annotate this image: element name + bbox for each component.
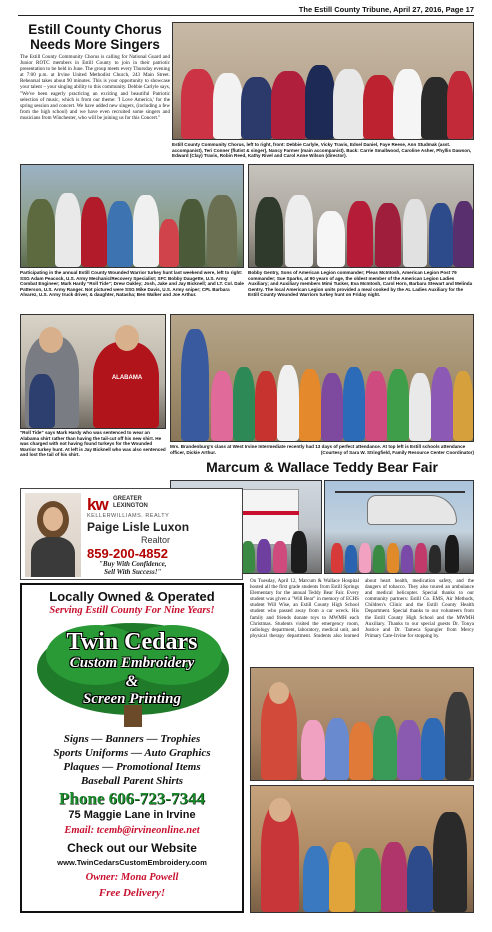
teddy-bear-headline: Marcum & Wallace Teddy Bear Fair bbox=[206, 459, 438, 475]
chorus-headline bbox=[20, 22, 170, 52]
twin-cedars-title: Twin Cedars bbox=[66, 629, 198, 655]
alabama-shirt-text: ALABAMA bbox=[111, 375, 143, 381]
american-legion-photo bbox=[248, 164, 474, 268]
cedars-owner: Owner: Mona Powell bbox=[85, 872, 179, 883]
realtor-tagline-line1: "Buy With Confidence, bbox=[99, 560, 167, 568]
service-line: Signs — Banners — Trophies bbox=[63, 733, 201, 745]
brokerage-name: KELLERWILLIAMS. REALTY bbox=[87, 513, 170, 519]
service-line: Plaques — Promotional Items bbox=[63, 761, 201, 773]
page-header: The Estill County Tribune, April 27, 2016, Page 17 bbox=[18, 4, 474, 16]
city-label: LEXINGTON bbox=[113, 502, 148, 509]
realtor-ad bbox=[20, 488, 243, 580]
turkey-hunt-caption: Participating in the annual Estill County Wounded Warrior turkey hunt last weekend were, left to right: SSG Adam Peacock, U.S. Army Mechanic/Recovery Specialist; SFC Bobby Daugette, U.S. Army Combat Engineer; Mark Hardy "Roll Tide"; Drew Oakley; Josh, Jake and Jay Bicknell; and LT. Col. Dale Patterson, U.S. Army Ranger. Not pictured were SSG Mike Davis, U.S. Army sniper; CPL Barbara Alvarez, U.S. Army truck driver, & daughter, Natasha; Ben Walker and Joe Arthur. bbox=[20, 270, 244, 298]
greater-lexington bbox=[113, 496, 148, 509]
twin-cedars-ad bbox=[20, 583, 244, 913]
turkey-hunt-group-photo bbox=[20, 164, 244, 268]
cedars-website: www.TwinCedarsCustomEmbroidery.com bbox=[57, 858, 207, 867]
american-legion-caption: Bobby Gentry, Sons of American Legion commander; Pleas McIntosh, American Legion Post 79 commander; Sue Sparks, at 90 years of age, the oldest member of the American Legion Ladies Auxiliary; and Auxiliary members Mimi Tucker, Eva McIntosh, Carol Horn, Barbara Stewart and Melinda Gentry. The local American Legion units provided a meal cooked by the AL Ladies Auxiliary for the Estill County Wounded Warriors turkey hunt on Friday night. bbox=[248, 270, 473, 298]
teddy-bear-kids-photo-1 bbox=[250, 667, 474, 781]
cedars-email: Email: tcemb@irvineonline.net bbox=[64, 825, 200, 836]
cedars-address: 75 Maggie Lane in Irvine bbox=[68, 809, 196, 821]
free-delivery-line: Free Delivery! bbox=[98, 887, 166, 899]
roll-tide-photo bbox=[20, 314, 166, 429]
teddy-bear-kids-photo-2 bbox=[250, 785, 474, 913]
ampersand-text: & bbox=[125, 673, 139, 690]
chorus-article-body: The Estill County Community Chorus is calling for National Guard and Junior ROTC members in Estill County to join in their patriotic presentation to be held in June. The group meets every Thursday evening at 7:00 p.m. at Irvine United Methodist Church, 243 Main Street. Rehearsal takes about 90 minutes. This is your opportunity to showcase your talent – your singing ability to this community. Debbie Carlyle says, "We've been eagerly practicing an exciting and beautiful Patriotic selection of music, which is from our theme: 'I Love America,' for the spring session and concert. We have added new singers, (including a few from the high school) and we have even recruited some singers and musicians from Winchester, who will be joining us for this Concert." bbox=[20, 54, 170, 121]
check-website-line: Check out our Website bbox=[67, 841, 197, 855]
chorus-headline-line2: Needs More Singers bbox=[30, 37, 160, 52]
realtor-phone: 859-200-4852 bbox=[87, 546, 168, 561]
kw-logo: kw bbox=[87, 495, 108, 514]
roll-tide-caption: "Roll Tide" says Mark Hardy who was sentenced to wear an Alabama shirt rather than having the tail-cut off his new shirt. He was charged with not having found turkeys for the Wounded Warrior turkey hunt. At left is Jay Bicknell who was also sentenced and lost the tail of his shirt. bbox=[20, 430, 166, 458]
realtor-name: Paige Lisle Luxon bbox=[87, 520, 190, 534]
chorus-caption: Estill County Community Chorus, left to right, front: Debbie Carlyle, Vicky Travis, Edsel Daniel, Faye Reese, Ann Studmak (asst. accompanist), Teri Conner (flutist & singer), Nancy Farmer (main accompanist). Back: Carrie Smallwood, Caroline Asher, Phyllis Dawson, Edward (Clay) Travis, Robin Reed, Kathy Rivel and Carol Anne Wilson (director). bbox=[172, 142, 472, 159]
attendance-caption bbox=[170, 444, 474, 458]
attendance-class-photo bbox=[170, 314, 474, 442]
cedars-phone: Phone 606-723-7344 bbox=[59, 789, 205, 808]
teddy-bear-article-body: On Tuesday, April 12, Marcum & Wallace Hospital hosted all the first grade students from Estill Springs Elementary for the annual Teddy Bear Fair. Every student was given a "Will Bear" in memory of ECHS student Will Wise, an Estill County High School student who passed away from a car wreck. His family and friends donate toys to MWMH each Christmas. Students visited the emergency room, radiology department, laboratory, medical unit, and physical therapy department. Students also learned about heart health, medication safety, and the dangers of tobacco. They also toured an ambulance and medical helicopter. Special thanks to our community partners: Estill Co. EMS, Air Methods, Children's Clinic and the Estill County Health Department. Special thanks to our volunteers from the Estill County High School and the MWMH Auxiliary. Thanks to our special guests Dr. Tonya Justice and Dr. Tameca Spangler from Mercy Primary Care-Irvine for stopping by. bbox=[250, 578, 474, 639]
realtor-tagline-line2: Sell With Success!" bbox=[104, 567, 162, 576]
attendance-credit: (Courtesy of Sara W. Stringfield, Family Resource Center Coordinator) bbox=[320, 449, 474, 455]
serving-line: Serving Estill County For Nine Years! bbox=[49, 605, 215, 616]
realtor-portrait bbox=[25, 493, 81, 577]
greater-label: GREATER bbox=[113, 496, 142, 502]
attendance-caption-text: Mrs. Brandenburg's class at West Irvine Intermediate recently had 13 days of perfect attendance. At top left is Estill schools attendance officer, Dickie Arthur. bbox=[170, 444, 466, 455]
custom-embroidery-text: Custom Embroidery bbox=[69, 655, 195, 671]
realtor-tagline bbox=[99, 561, 166, 576]
realtor-title: Realtor bbox=[141, 535, 171, 545]
chorus-photo bbox=[172, 22, 474, 140]
chorus-headline-line1: Estill County Chorus bbox=[28, 22, 162, 37]
teddy-bear-helicopter-photo bbox=[324, 480, 474, 574]
locally-owned-line: Locally Owned & Operated bbox=[49, 589, 215, 604]
service-line: Sports Uniforms — Auto Graphics bbox=[53, 747, 211, 759]
service-line: Baseball Parent Shirts bbox=[80, 775, 184, 787]
screen-printing-text: Screen Printing bbox=[83, 691, 181, 707]
